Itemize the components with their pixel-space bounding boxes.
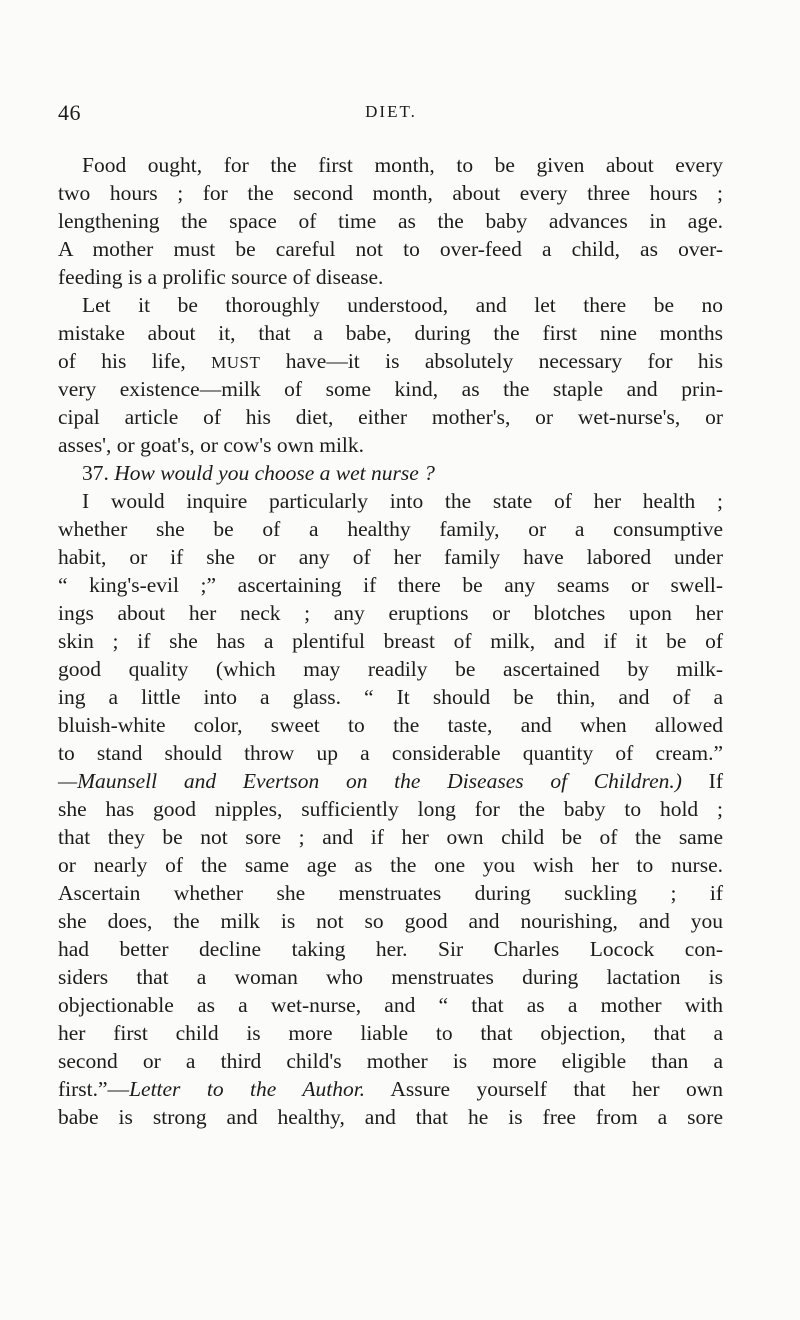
text-line: skin ; if she has a plentiful breast of milk, and if it be of: [58, 629, 723, 653]
text-line: that they be not sore ; and if her own child be of the same: [58, 825, 723, 849]
text-line: she has good nipples, sufficiently long for the baby to hold ;: [58, 797, 723, 821]
text-line: lengthening the space of time as the baby advances in age.: [58, 209, 723, 233]
text-line: A mother must be careful not to over-feed a child, as over-: [58, 237, 723, 261]
text-line: [58, 1075, 723, 1103]
question-text: How would you choose a wet nurse ?: [114, 461, 435, 485]
citation: —Maunsell and Evertson on the Diseases of Children.): [58, 769, 682, 793]
text-line: had better decline taking her. Sir Charles Locock con-: [58, 937, 723, 961]
text-run: of his life,: [58, 349, 186, 373]
text-line: asses', or goat's, or cow's own milk.: [58, 433, 365, 457]
question-heading: [82, 459, 435, 487]
page-number: 46: [58, 100, 81, 125]
text-line: [58, 347, 723, 377]
text-line: good quality (which may readily be ascertained by milk-: [58, 657, 723, 681]
text-line: bluish-white color, sweet to the taste, and when allowed: [58, 713, 723, 737]
text-run: first.”—: [58, 1077, 130, 1101]
text-line: “ king's-evil ;” ascertaining if there be any seams or swell-: [58, 573, 723, 597]
text-line: or nearly of the same age as the one you wish her to nurse.: [58, 853, 723, 877]
text-run: Assure yourself that her own: [390, 1077, 723, 1101]
text-line: second or a third child's mother is more eligible than a: [58, 1049, 723, 1073]
text-line: siders that a woman who menstruates during lactation is: [58, 965, 723, 989]
text-line: ings about her neck ; any eruptions or blotches upon her: [58, 601, 723, 625]
text-line: habit, or if she or any of her family have labored under: [58, 545, 723, 569]
text-line: Let it be thoroughly understood, and let there be no: [82, 293, 723, 317]
text-line: two hours ; for the second month, about every three hours ;: [58, 181, 723, 205]
text-line: she does, the milk is not so good and nourishing, and you: [58, 909, 723, 933]
text-line: very existence—milk of some kind, as the staple and prin-: [58, 377, 723, 401]
text-line: objectionable as a wet-nurse, and “ that as a mother with: [58, 993, 723, 1017]
text-line: Food ought, for the first month, to be given about every: [82, 153, 723, 177]
text-run: If: [708, 769, 723, 793]
text-line: feeding is a prolific source of disease.: [58, 265, 384, 289]
emphasis-must: MUST: [211, 353, 261, 372]
question-number: 37.: [82, 461, 109, 485]
text-line: whether she be of a healthy family, or a consumptive: [58, 517, 723, 541]
text-line: mistake about it, that a babe, during the first nine months: [58, 321, 723, 345]
text-line: I would inquire particularly into the state of her health ;: [82, 489, 723, 513]
citation: Letter to the Author.: [129, 1077, 366, 1101]
text-run: have—it is absolutely necessary for his: [285, 349, 724, 373]
text-line: ing a little into a glass. “ It should be thin, and of a: [58, 685, 723, 709]
text-line: to stand should throw up a considerable quantity of cream.”: [58, 741, 723, 765]
text-line: babe is strong and healthy, and that he is free from a sore: [58, 1105, 723, 1129]
text-line: Ascertain whether she menstruates during suckling ; if: [58, 881, 723, 905]
text-line: cipal article of his diet, either mother's, or wet-nurse's, or: [58, 405, 723, 429]
text-line: her first child is more liable to that objection, that a: [58, 1021, 723, 1045]
text-line: [58, 767, 723, 795]
page-header: [58, 100, 724, 130]
running-head: DIET.: [365, 102, 417, 121]
